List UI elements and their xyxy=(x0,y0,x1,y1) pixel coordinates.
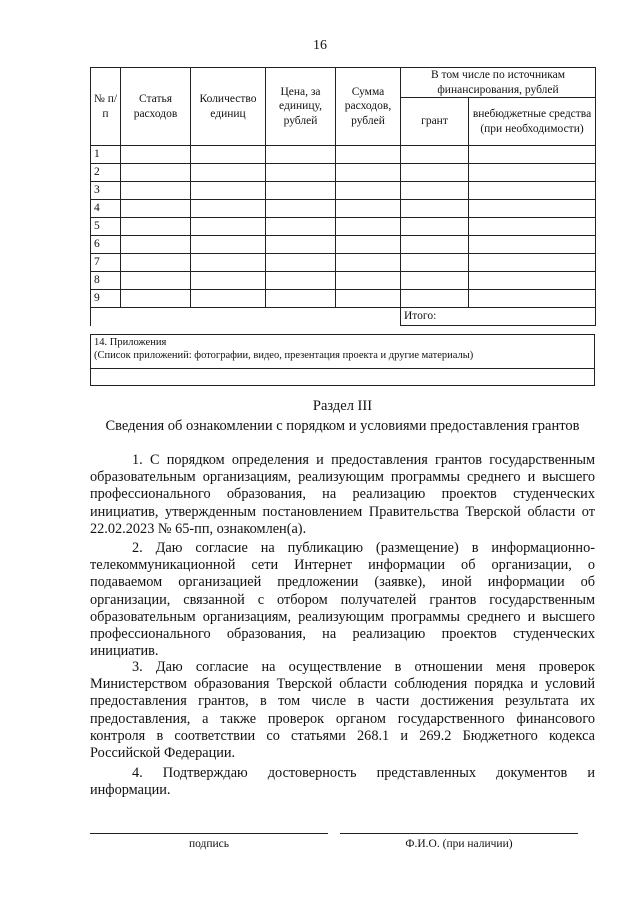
cell-extrabudget[interactable] xyxy=(469,164,596,182)
cell-extrabudget[interactable] xyxy=(469,200,596,218)
cell-quantity[interactable] xyxy=(191,218,266,236)
cell-grant[interactable] xyxy=(401,254,469,272)
row-number: 7 xyxy=(91,254,121,272)
cell-sum[interactable] xyxy=(336,290,401,308)
cell-sum[interactable] xyxy=(336,200,401,218)
cell-extrabudget[interactable] xyxy=(469,146,596,164)
row-number: 5 xyxy=(91,218,121,236)
cell-sum[interactable] xyxy=(336,254,401,272)
cell-article[interactable] xyxy=(121,146,191,164)
table-row xyxy=(91,218,596,236)
header-extrabudget: внебюджетные средства (при необходимости) xyxy=(469,98,596,146)
section-title: Раздел III xyxy=(312,398,373,414)
cell-article[interactable] xyxy=(121,182,191,200)
row-number: 2 xyxy=(91,164,121,182)
cell-article[interactable] xyxy=(121,290,191,308)
cell-quantity[interactable] xyxy=(191,200,266,218)
attachments-title: 14. Приложения xyxy=(94,337,167,348)
signature-label: подпись xyxy=(188,838,230,850)
paragraph-text: 3. Даю согласие на осуществление в отношении меня проверок Министерством образования Тверской области соблюдения порядка и условий предоставления грантов, в том числе в части достижения результата их предоставления, а также проверок органом государственного финансового контроля в соответствии со статьями 268.1 и 269.2 Бюджетного кодекса Российской Федерации. xyxy=(90,659,595,762)
cell-grant[interactable] xyxy=(401,272,469,290)
cell-quantity[interactable] xyxy=(191,236,266,254)
row-number: 3 xyxy=(91,182,121,200)
paragraph-1 xyxy=(90,452,595,538)
cell-sum[interactable] xyxy=(336,236,401,254)
cell-extrabudget[interactable] xyxy=(469,236,596,254)
table-row xyxy=(91,290,596,308)
table-row xyxy=(91,164,596,182)
cell-article[interactable] xyxy=(121,254,191,272)
cell-price[interactable] xyxy=(266,164,336,182)
cell-quantity[interactable] xyxy=(191,146,266,164)
attachments-note: (Список приложений: фотографии, видео, презентация проекта и другие материалы) xyxy=(94,350,474,362)
table-row xyxy=(91,182,596,200)
cell-price[interactable] xyxy=(266,236,336,254)
cell-grant[interactable] xyxy=(401,182,469,200)
cell-price[interactable] xyxy=(266,146,336,164)
row-number: 1 xyxy=(91,146,121,164)
attachments-table xyxy=(90,334,595,386)
signature-line[interactable] xyxy=(90,833,328,834)
cell-grant[interactable] xyxy=(401,218,469,236)
cell-article[interactable] xyxy=(121,236,191,254)
cell-extrabudget[interactable] xyxy=(469,218,596,236)
row-number: 8 xyxy=(91,272,121,290)
paragraph-2 xyxy=(90,540,595,660)
cell-quantity[interactable] xyxy=(191,182,266,200)
row-number: 6 xyxy=(91,236,121,254)
cell-sum[interactable] xyxy=(336,164,401,182)
cell-grant[interactable] xyxy=(401,146,469,164)
header-quantity: Количество единиц xyxy=(191,68,266,146)
cell-grant[interactable] xyxy=(401,200,469,218)
header-sum: Сумма расходов, рублей xyxy=(336,68,401,146)
table-row xyxy=(91,236,596,254)
paragraph-text: 4. Подтверждаю достоверность представленных документов и информации. xyxy=(90,765,595,799)
table-row xyxy=(91,272,596,290)
cell-quantity[interactable] xyxy=(191,164,266,182)
cell-article[interactable] xyxy=(121,272,191,290)
name-label: Ф.И.О. (при наличии) xyxy=(405,838,513,850)
cell-extrabudget[interactable] xyxy=(469,272,596,290)
cell-article[interactable] xyxy=(121,164,191,182)
cell-quantity[interactable] xyxy=(191,254,266,272)
attachments-cell[interactable] xyxy=(91,335,595,369)
header-grant: грант xyxy=(401,98,469,146)
header-num: № п/п xyxy=(91,68,121,146)
total-spacer xyxy=(91,308,401,326)
cell-price[interactable] xyxy=(266,182,336,200)
paragraph-text: 1. С порядком определения и предоставления грантов государственным образовательным организациям, реализующим программы среднего и высшего профессионального образования, на реализацию проектов студенческих инициатив, утвержденным постановлением Правительства Тверской области от 22.02.2023 № 65-пп, ознакомлен(а). xyxy=(90,452,595,537)
cell-sum[interactable] xyxy=(336,272,401,290)
cell-grant[interactable] xyxy=(401,164,469,182)
cell-extrabudget[interactable] xyxy=(469,290,596,308)
header-article: Статья расходов xyxy=(121,68,191,146)
cell-sum[interactable] xyxy=(336,146,401,164)
table-row xyxy=(91,200,596,218)
total-label: Итого: xyxy=(401,308,596,326)
attachments-blank-row[interactable] xyxy=(91,369,595,386)
paragraph-text: 2. Даю согласие на публикацию (размещение) в информационно-телекоммуникационной сети Интернет информации об организации, о подаваемом организацией предложении (заявке), иной информации об организации, связанной с отбором получателей грантов государственным образовательным организациям, реализующим программы среднего и высшего профессионального образования, на реализацию проектов студенческих инициатив. xyxy=(90,540,595,660)
cell-quantity[interactable] xyxy=(191,272,266,290)
paragraph-4 xyxy=(90,765,595,799)
cell-sum[interactable] xyxy=(336,182,401,200)
cell-grant[interactable] xyxy=(401,236,469,254)
header-sources: В том числе по источникам финансирования, рублей xyxy=(401,68,596,98)
cell-price[interactable] xyxy=(266,290,336,308)
page-number: 16 xyxy=(313,38,327,53)
total-row xyxy=(91,308,596,326)
cell-article[interactable] xyxy=(121,218,191,236)
cell-extrabudget[interactable] xyxy=(469,182,596,200)
cell-price[interactable] xyxy=(266,218,336,236)
cell-price[interactable] xyxy=(266,272,336,290)
cell-extrabudget[interactable] xyxy=(469,254,596,272)
cell-price[interactable] xyxy=(266,254,336,272)
row-number: 9 xyxy=(91,290,121,308)
cell-price[interactable] xyxy=(266,200,336,218)
header-price: Цена, за единицу, рублей xyxy=(266,68,336,146)
table-row xyxy=(91,146,596,164)
row-number: 4 xyxy=(91,200,121,218)
section-subtitle: Сведения об ознакомлении с порядком и условиями предоставления грантов xyxy=(105,418,580,434)
table-row xyxy=(91,254,596,272)
paragraph-3 xyxy=(90,659,595,762)
cell-grant[interactable] xyxy=(401,290,469,308)
budget-table xyxy=(90,67,596,326)
name-line[interactable] xyxy=(340,833,578,834)
cell-sum[interactable] xyxy=(336,218,401,236)
cell-article[interactable] xyxy=(121,200,191,218)
cell-quantity[interactable] xyxy=(191,290,266,308)
